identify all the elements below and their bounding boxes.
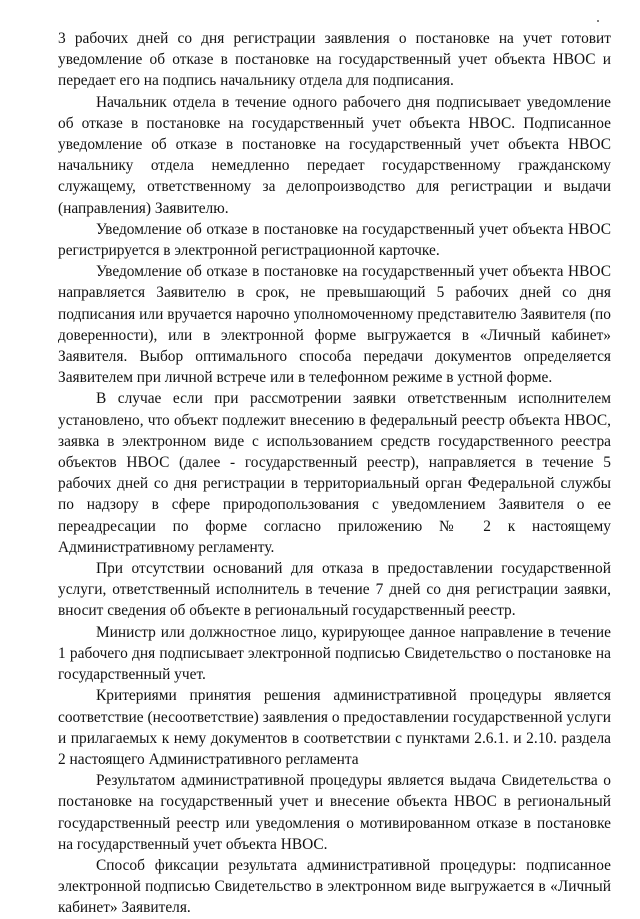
paragraph-refusal-registered: Уведомление об отказе в постановке на государственный учет объекта НВОС регистрируется в электронной регистрационной карточке. bbox=[58, 220, 611, 260]
paragraph-minister-signs: Министр или должностное лицо, курирующее данное направление в течение 1 рабочего дня подписывает электронной подписью Свидетельство о постановке на государственный учет. bbox=[58, 623, 611, 684]
paragraph-federal-registry: В случае если при рассмотрении заявки ответственным исполнителем установлено, что объект подлежит внесению в федеральный реестр объекта НВОС, заявка в электронном виде с использованием средств государственного реестра объектов НВОС (далее - государственный реестр), направляется в течение 5 рабочих дней со дня регистрации в территориальный орган Федеральной службы по надзору в сфере природопользования с уведомлением Заявителя о ее переадресации по форме согласно приложению № 2 к настоящему Административному регламенту. bbox=[58, 390, 611, 556]
paragraph-result-recording: Способ фиксации результата административной процедуры: подписанное электронной подписью Свидетельство в электронном виде выгружается в «Личный кабинет» Заявителя. bbox=[58, 856, 611, 917]
paragraph-decision-criteria: Критериями принятия решения административной процедуры является соответствие (несоответствие) заявления о предоставлении государственной услуги и прилагаемых к нему документов в соответствии с пунктами 2.6.1. и 2.10. раздела 2 настоящего Административного регламента bbox=[58, 687, 611, 768]
paragraph-procedure-result: Результатом административной процедуры является выдача Свидетельства о постановке на государственный учет и внесение объекта НВОС в региональный государственный реестр или уведомления о мотивированном отказе в постановке на государственный учет объекта НВОС. bbox=[58, 772, 611, 853]
document-body bbox=[58, 28, 611, 919]
paragraph-refusal-sent: Уведомление об отказе в постановке на государственный учет объекта НВОС направляется Заявителю в срок, не превышающий 5 рабочих дней со дня подписания или вручается нарочно уполномоченному представителю Заявителя (по доверенности), или в электронной форме выгружается в «Личный кабинет» Заявителя. Выбор оптимального способа передачи документов определяется Заявителем при личной встрече или в телефонном режиме в устной форме. bbox=[58, 263, 611, 387]
scan-speck bbox=[597, 20, 599, 22]
paragraph-continuation: 3 рабочих дней со дня регистрации заявления о постановке на учет готовит уведомление об отказе в постановке на государственный учет объекта НВОС и передает его на подпись начальнику отдела для подписания. bbox=[58, 30, 611, 90]
paragraph-department-head-signs: Начальник отдела в течение одного рабочего дня подписывает уведомление об отказе в постановке на государственный учет объекта НВОС. Подписанное уведомление об отказе в постановке на государственный учет объекта НВОС начальнику отдела немедленно передает государственному гражданскому служащему, ответственному за делопроизводство для регистрации и выдачи (направления) Заявителю. bbox=[58, 93, 611, 217]
paragraph-no-grounds-for-refusal: При отсутствии оснований для отказа в предоставлении государственной услуги, ответственный исполнитель в течение 7 дней со дня регистрации заявки, вносит сведения об объекте в региональный государственный реестр. bbox=[58, 560, 611, 620]
